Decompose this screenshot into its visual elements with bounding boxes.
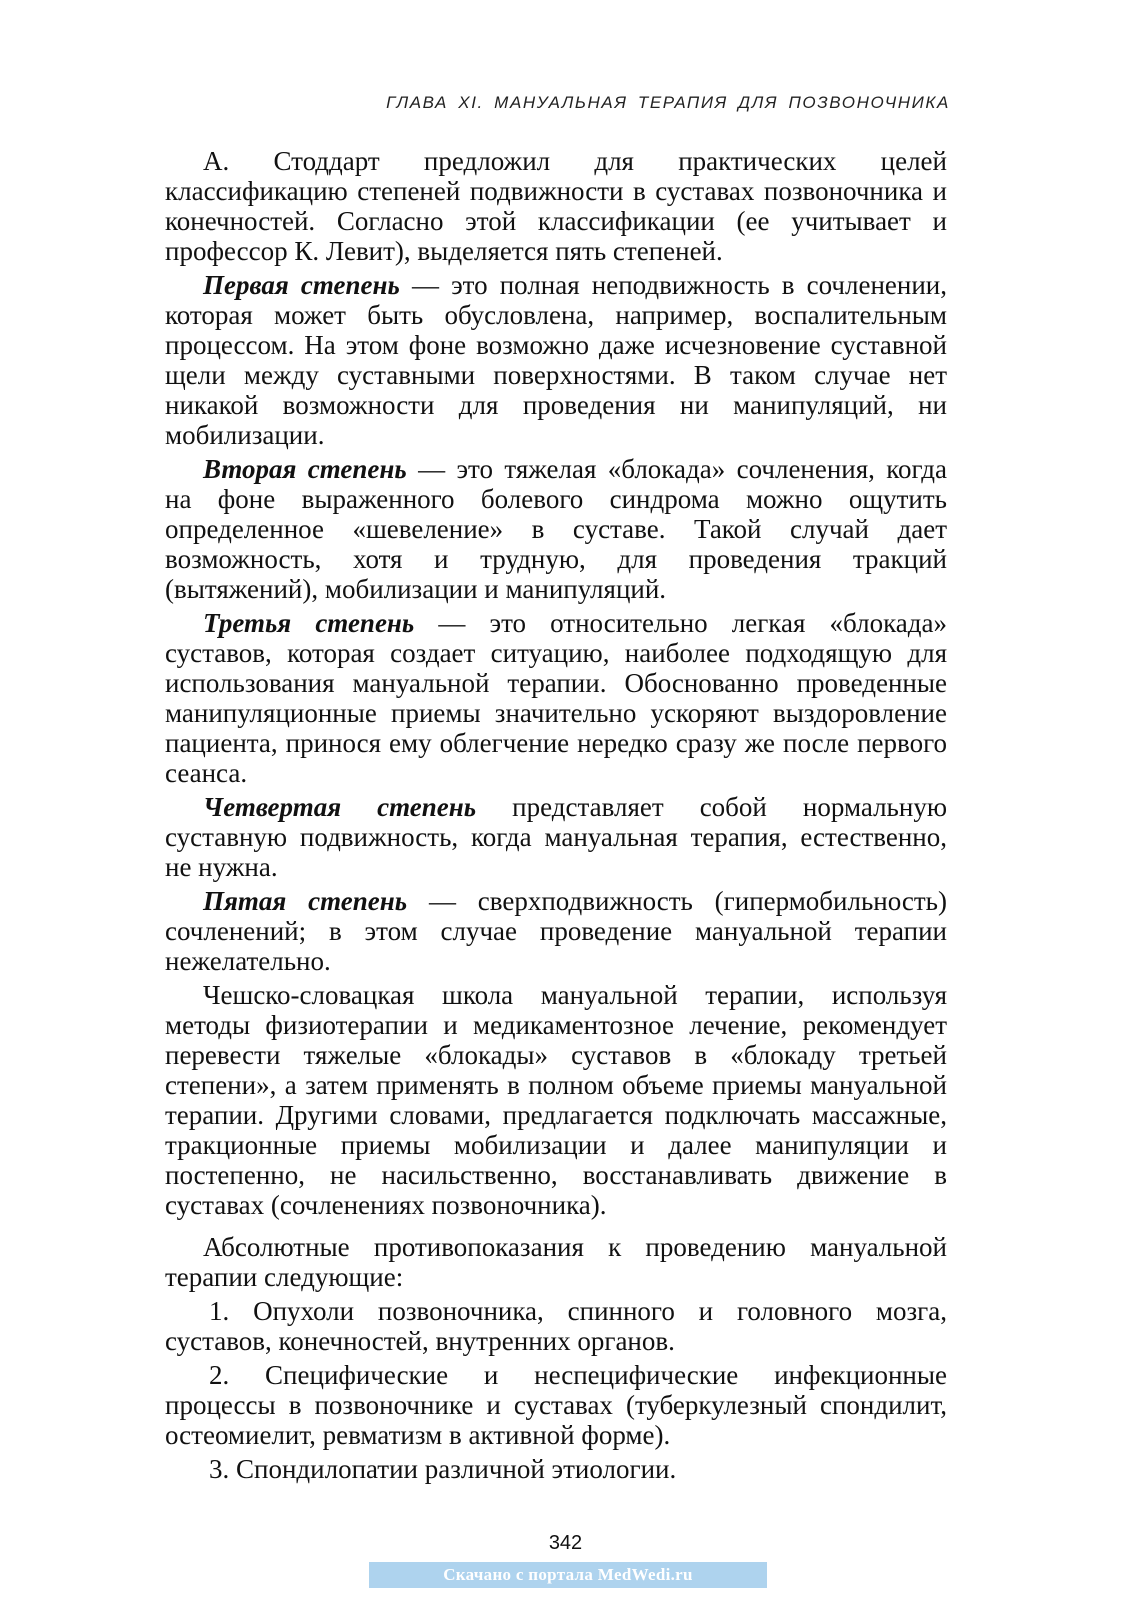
term-third-degree: Третья степень (203, 608, 415, 638)
paragraph-czech-school: Чешско-словацкая школа мануальной терапии, используя методы физиотерапии и медикаментозное лечение, рекомендует перевести тяжелые «блокады» суставов в «блокаду третьей степени», а затем применять в полном объеме приемы мануальной терапии. Другими словами, предлагается подключать массажные, тракционные приемы мобилизации и далее манипуляции и постепенно, не насильственно, восстанавливать движение в суставах (сочленениях позвоночника). (165, 980, 947, 1220)
paragraph-first-degree (165, 270, 947, 450)
list-item-contraindication-3: 3. Спондилопатии различной этиологии. (209, 1454, 677, 1484)
text-fourth-degree: представляет собой нормальную суставную подвижность, когда мануальная терапия, естественно, не нужна. (165, 792, 947, 882)
paragraph-third-degree (165, 608, 947, 788)
paragraph-contraindications: Абсолютные противопоказания к проведению мануальной терапии следующие: (165, 1232, 947, 1292)
list-item-contraindication-2: 2. Специфические и неспецифические инфекционные процессы в позвоночнике и суставах (туберкулезный спондилит, остеомиелит, ревматизм в активной форме). (165, 1360, 947, 1450)
term-second-degree: Вторая степень (203, 454, 407, 484)
paragraph-intro: А. Стоддарт предложил для практических целей классификацию степеней подвижности в суставах позвоночника и конечностей. Согласно этой классификации (ее учитывает и профессор К. Левит), выделяется пять степеней. (165, 146, 947, 266)
term-fourth-degree: Четвертая степень (203, 792, 477, 822)
running-header: ГЛАВА XI. МАНУАЛЬНАЯ ТЕРАПИЯ ДЛЯ ПОЗВОНОЧНИКА (386, 93, 950, 112)
text-second-degree: — это тяжелая «блокада» сочленения, когда на фоне выраженного болевого синдрома можно ощутить определенное «шевеление» в суставе. Такой случай дает возможность, хотя и трудную, для проведения тракций (вытяжений), мобилизации и манипуляций. (165, 454, 947, 604)
text-third-degree: — это относительно легкая «блокада» суставов, которая создает ситуацию, наиболее подходящую для использования мануальной терапии. Обоснованно проведенные манипуляционные приемы значительно ускоряют выздоровление пациента, принося ему облегчение нередко сразу же после первого сеанса. (165, 608, 947, 788)
text-first-degree: — это полная неподвижность в сочленении, которая может быть обусловлена, например, воспалительным процессом. На этом фоне возможно даже исчезновение суставной щели между суставными поверхностями. В таком случае нет никакой возможности для проведения ни манипуляций, ни мобилизации. (165, 270, 948, 450)
paragraph-fourth-degree (165, 792, 947, 882)
paragraph-second-degree (165, 454, 947, 604)
text-fifth-degree: — сверхподвижность (гипермобильность) сочленений; в этом случае проведение мануальной терапии нежелательно. (165, 886, 947, 976)
watermark-banner: Скачано с портала MedWedi.ru (369, 1562, 767, 1588)
list-item-contraindication-1: 1. Опухоли позвоночника, спинного и головного мозга, суставов, конечностей, внутренних органов. (165, 1296, 947, 1356)
page-number: 342 (548, 1532, 583, 1554)
body-text (165, 146, 947, 1484)
term-first-degree: Первая степень (203, 270, 400, 300)
term-fifth-degree: Пятая степень (203, 886, 408, 916)
paragraph-fifth-degree (165, 886, 947, 976)
